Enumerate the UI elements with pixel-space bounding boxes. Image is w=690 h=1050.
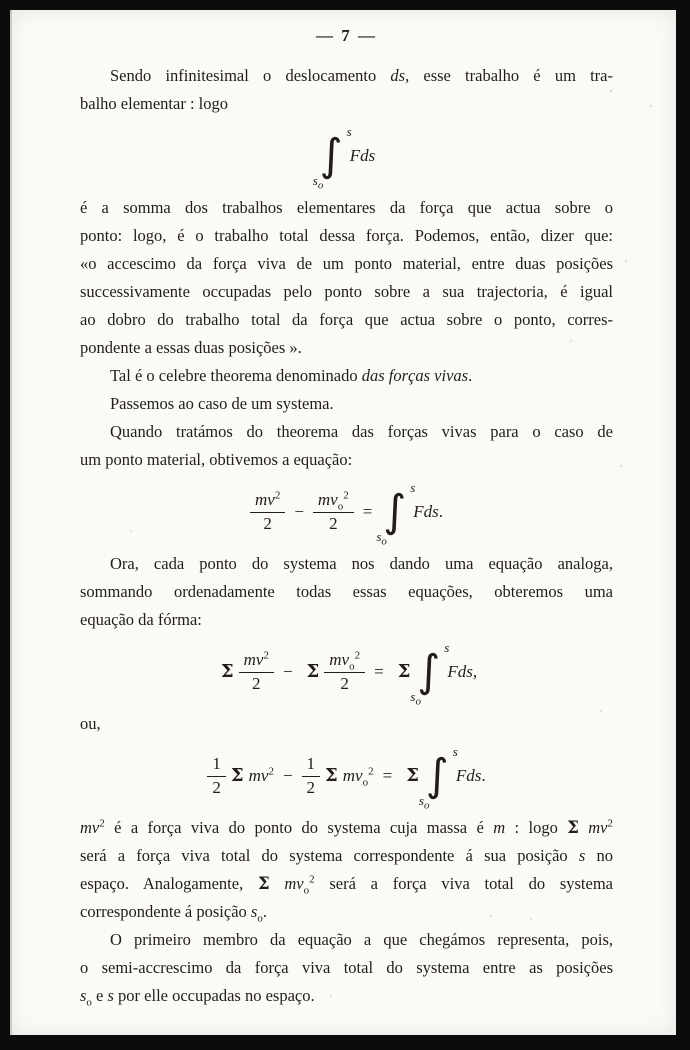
text-line: um ponto material, obtivemos a equação: xyxy=(80,450,353,469)
equation-point-vis-viva: $\frac{mv^2}{2}$ − $\frac{mv_o^2}{2}$ = s ∫ $s_o$ Fds. xyxy=(80,478,613,546)
text-line: é a somma dos trabalhos elementares da força que actua sobre o xyxy=(80,198,613,217)
page-number: — 7 — xyxy=(316,26,377,45)
text-line: Ora, cada ponto do systema nos dando uma equação analoga, xyxy=(110,554,613,573)
text-line: ao dobro do trabalho total da força que actua sobre o ponto, corres- xyxy=(80,310,613,329)
text-line: ou, xyxy=(80,714,101,733)
text-line: $mv^2$ é a força viva do ponto do systema cuja massa é m : logo Σ $mv^2$ xyxy=(80,817,614,837)
text-line: o semi-accrescimo da força viva total do systema entre as posições xyxy=(80,958,613,977)
text-line: sommando ordenadamente todas essas equações, obteremos uma xyxy=(80,582,613,601)
conclusion-paragraph xyxy=(80,926,613,1010)
page-content xyxy=(80,10,613,1010)
text-line: Tal é o celebre theorema denominado das forças vivas. xyxy=(110,366,473,385)
equation-sum-half: $\frac{1}{2}$ Σ $mv^2$ − $\frac{1}{2}$ Σ $mv_o^2$ = Σ s ∫ $s_o$ Fds. xyxy=(80,742,613,810)
interpretation-paragraph xyxy=(80,814,613,926)
book-page xyxy=(10,10,676,1035)
equation-sum-fractions: Σ $\frac{mv^2}{2}$ − Σ $\frac{mv_o^2}{2}$ = Σ s ∫ $s_o$ Fds, xyxy=(220,639,478,708)
text-line: O primeiro membro da equação a que chegámos representa, pois, xyxy=(110,930,613,949)
equation-work-integral: s ∫ $s_o$ Fds xyxy=(312,123,376,192)
ou-connector xyxy=(80,710,613,738)
text-line: Quando tratámos do theorema das forças vivas para o caso de xyxy=(110,422,613,441)
text-line: balho elementar : logo xyxy=(80,94,228,113)
text-line: correspondente á posição $s_o$. xyxy=(80,902,267,925)
theorem-statement-paragraph xyxy=(80,194,613,362)
text-line: Passemos ao caso de um systema. xyxy=(110,394,334,413)
text-line: successivamente occupadas pelo ponto sobre a sua trajectoria, é igual xyxy=(80,282,613,301)
recall-paragraph xyxy=(80,418,613,474)
text-line: Sendo infinitesimal o deslocamento ds, esse trabalho é um tra- xyxy=(110,66,613,85)
text-line: ponto: logo, é o trabalho total dessa força. Podemos, então, dizer que: xyxy=(80,226,613,245)
system-sum-paragraph xyxy=(80,550,613,634)
theorem-name-paragraph xyxy=(80,362,613,390)
text-line: $s_o$ e s por elle occupadas no espaço. xyxy=(80,986,315,1009)
text-line: será a força viva total do systema correspondente á sua posição s no xyxy=(80,846,613,865)
text-line: pondente a essas duas posições ». xyxy=(80,338,302,357)
scan-noise-speckles xyxy=(10,10,12,12)
text-line: «o accescimo da força viva de um ponto material, entre duas posições xyxy=(80,254,613,273)
transition-paragraph xyxy=(80,390,613,418)
text-line: equação da fórma: xyxy=(80,610,202,629)
intro-paragraph xyxy=(80,62,613,118)
text-line: espaço. Analogamente, Σ $mv_o^2$ será a força viva total do systema xyxy=(80,873,613,897)
